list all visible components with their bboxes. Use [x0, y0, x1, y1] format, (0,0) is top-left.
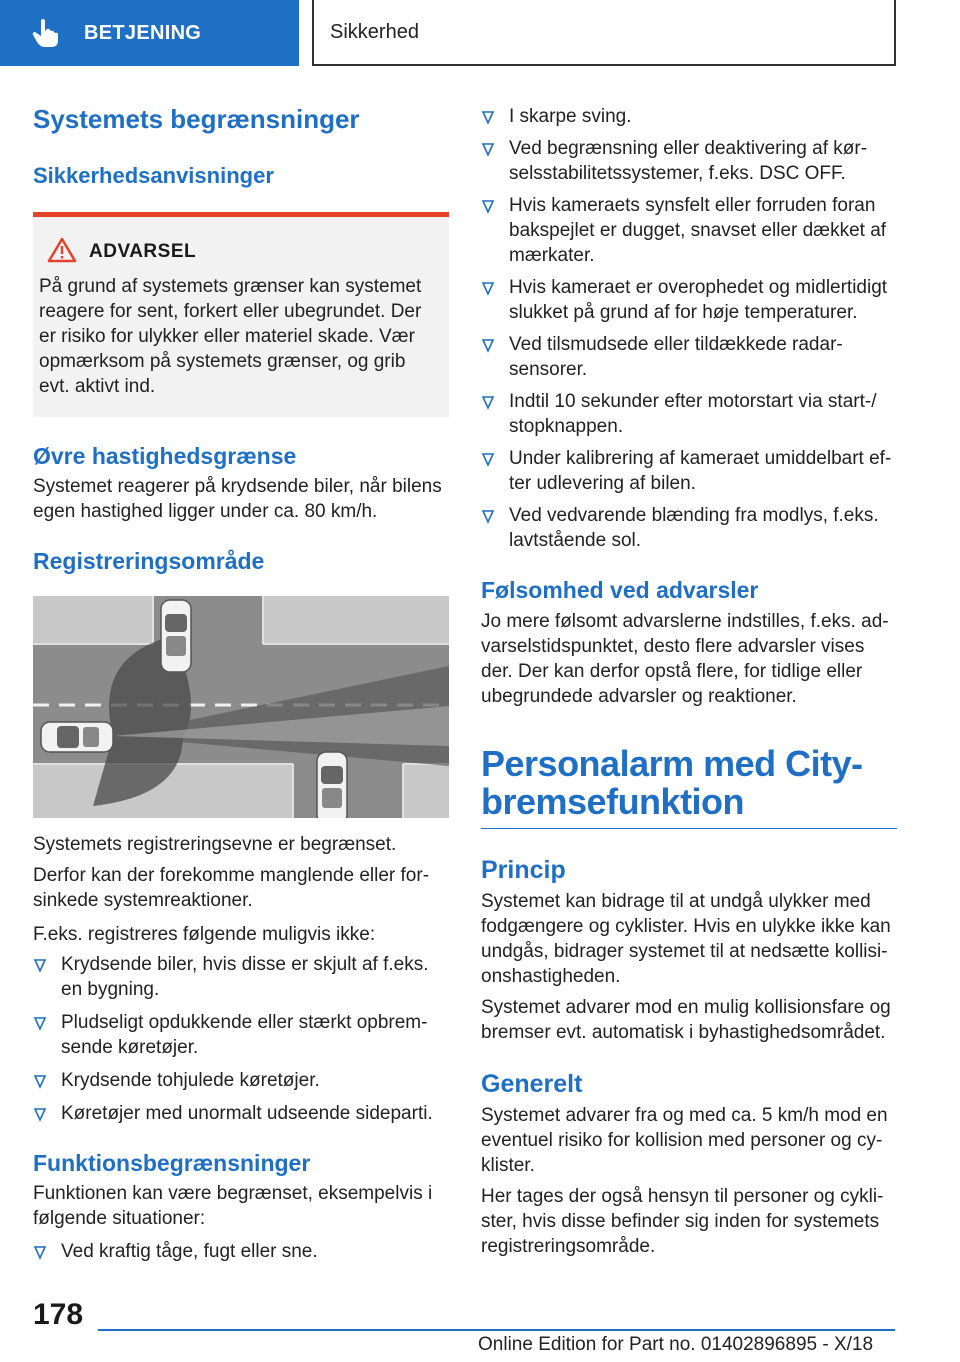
edition-text: Online Edition for Part no. 01402896895 - X/18	[478, 1334, 874, 1355]
triangle-bullet-icon	[33, 1072, 47, 1088]
triangle-bullet-icon	[481, 336, 495, 352]
triangle-bullet-icon	[481, 197, 495, 213]
list-item-text: Hvis kameraet er overophedet og midlertidigt slukket på grund af for høje temperaturer.	[509, 277, 888, 323]
warning-header	[33, 237, 435, 268]
warning-title: ADVARSEL	[89, 241, 197, 263]
list-item	[33, 952, 449, 1002]
chapter-title: Personalarm med City-bremsefunktion	[481, 742, 863, 823]
triangle-bullet-icon	[481, 450, 495, 466]
list-item-text: Under kalibrering af kameraet umiddelbart efter udlevering af bilen.	[509, 448, 892, 494]
warning-triangle-icon	[47, 237, 77, 268]
chapter-tab[interactable]	[0, 0, 299, 66]
detection-area-illustration	[33, 596, 449, 818]
detection-text-2: Derfor kan der forekomme manglende eller forsinkede systemreaktioner.	[33, 864, 430, 911]
left-column	[33, 96, 449, 1264]
triangle-bullet-icon	[33, 1243, 47, 1259]
right-column	[481, 104, 897, 1259]
list-item-text: Hvis kameraets synsfelt eller forruden foran bakspejlet er dugget, snavset eller dækket af mærkater.	[509, 195, 887, 266]
list-item-text: Krydsende tohjulede køretøjer.	[61, 1069, 320, 1091]
function-limits-heading: Funktionsbegrænsninger	[33, 1149, 311, 1176]
triangle-bullet-icon	[481, 279, 495, 295]
list-item-text: Ved kraftig tåge, fugt eller sne.	[61, 1241, 318, 1263]
triangle-bullet-icon	[481, 393, 495, 409]
list-item-text: Indtil 10 sekunder efter motorstart via start-/ stopknappen.	[509, 391, 877, 437]
list-item	[481, 136, 897, 186]
warning-box	[33, 212, 449, 417]
upper-speed-heading: Øvre hastighedsgrænse	[33, 442, 297, 469]
function-limits-list	[33, 1239, 449, 1264]
list-item	[481, 332, 897, 382]
list-item	[481, 193, 897, 268]
function-limits-list-continued	[481, 104, 897, 553]
warning-text: På grund af systemets grænser kan systemet reagere for sent, forkert eller ubegrundet. Der er risiko for ulykker eller materiel skade. Vær opmærksom på systemets grænser, og grib evt. aktivt ind.	[39, 275, 422, 397]
footer-divider	[98, 1329, 895, 1331]
general-heading: Generelt	[481, 1070, 583, 1099]
triangle-bullet-icon	[481, 140, 495, 156]
list-item	[33, 1068, 449, 1093]
triangle-bullet-icon	[33, 956, 47, 972]
list-item	[33, 1010, 449, 1060]
list-item-text: I skarpe sving.	[509, 106, 632, 127]
list-item	[481, 389, 897, 439]
list-item	[33, 1101, 449, 1126]
general-text-1: Systemet advarer fra og med ca. 5 km/h mod en eventuel risiko for kollision med personer og cyklister.	[481, 1105, 888, 1177]
sensitivity-text: Jo mere følsomt advarslerne indstilles, f.eks. advarselstidspunktet, desto flere advarsler vises der. Der kan derfor opstå flere, for tidlige eller ubegrundede advarsler og reaktioner.	[481, 610, 889, 707]
chapter-divider	[481, 828, 897, 829]
detection-text-1: Systemets registreringsevne er begrænset.	[33, 833, 397, 855]
list-item	[481, 503, 897, 553]
safety-heading: Sikkerhedsanvisninger	[33, 163, 274, 189]
list-item	[481, 446, 897, 496]
list-item-text: Køretøjer med unormalt udseende sideparti.	[61, 1102, 433, 1124]
detection-list	[33, 952, 449, 1126]
principle-text-1: Systemet kan bidrage til at undgå ulykker med fodgængere og cyklister. Hvis en ulykke ikke kan undgås, bidrager systemet til at nedsætte kollisionshastigheden.	[481, 891, 891, 988]
triangle-bullet-icon	[481, 507, 495, 523]
list-item-text: Ved tilsmudsede eller tildækkede radarsensorer.	[509, 334, 843, 380]
detection-heading: Registreringsområde	[33, 548, 265, 575]
list-item	[33, 1239, 449, 1264]
list-item-text: Pludseligt opdukkende eller stærkt opbremsende køretøjer.	[61, 1011, 428, 1058]
section-heading: Systemets begrænsninger	[33, 104, 360, 134]
general-text-2: Her tages der også hensyn til personer og cyklister, hvis disse befinder sig inden for systemets registreringsområde.	[481, 1186, 884, 1258]
list-item-text: Krydsende biler, hvis disse er skjult af f.eks. en bygning.	[61, 953, 429, 1000]
list-item	[481, 275, 897, 325]
section-title	[312, 0, 896, 66]
function-limits-text: Funktionen kan være begrænset, eksempelvis i følgende situationer:	[33, 1183, 433, 1230]
list-item-text: Ved begrænsning eller deaktivering af kørselsstabilitetssystemer, f.eks. DSC OFF.	[509, 138, 868, 184]
page-number: 178	[33, 1298, 84, 1331]
chapter-tab-label: BETJENING	[84, 21, 202, 44]
list-item	[481, 104, 897, 129]
sensitivity-heading: Følsomhed ved advarsler	[481, 577, 759, 603]
triangle-bullet-icon	[481, 108, 495, 124]
triangle-bullet-icon	[33, 1105, 47, 1121]
section-title-label: Sikkerhed	[330, 20, 419, 43]
principle-text-2: Systemet advarer mod en mulig kollisionsfare og bremser evt. automatisk i byhastighedsområdet.	[481, 997, 891, 1044]
triangle-bullet-icon	[33, 1014, 47, 1030]
hand-pointer-icon	[28, 15, 64, 51]
detection-text-3: F.eks. registreres følgende muligvis ikke:	[33, 923, 376, 945]
list-item-text: Ved vedvarende blænding fra modlys, f.eks. lavtstående sol.	[509, 505, 879, 551]
principle-heading: Princip	[481, 856, 566, 885]
upper-speed-text: Systemet reagerer på krydsende biler, når bilens egen hastighed ligger under ca. 80 km/h.	[33, 476, 442, 523]
